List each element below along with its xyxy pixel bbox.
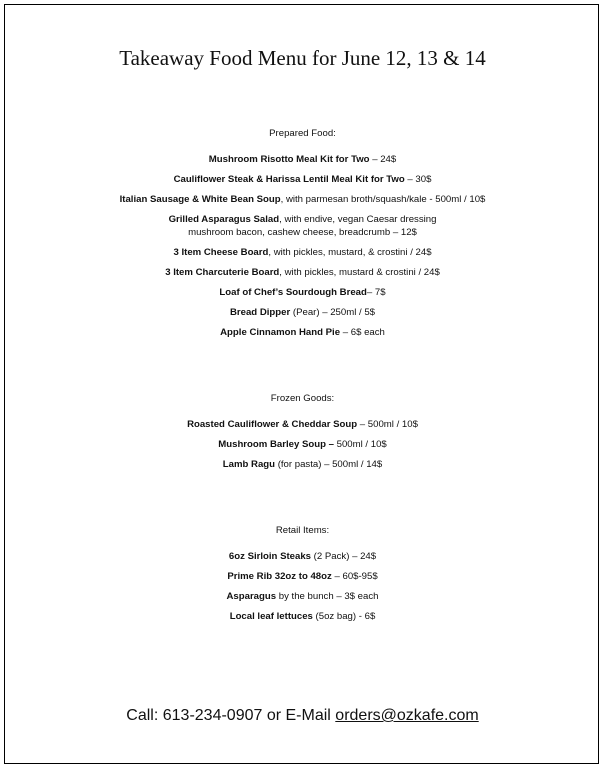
item-name: Roasted Cauliflower & Cheddar Soup — [187, 419, 358, 430]
item-details-line2: mushroom bacon, cashew cheese, breadcrumb – 12$ — [188, 227, 417, 238]
item-details: – 30$ — [404, 174, 432, 185]
item-name: Local leaf lettuces — [229, 611, 313, 622]
item-details: – 60$-95$ — [331, 571, 378, 582]
item-details: (5oz bag) - 6$ — [312, 611, 376, 622]
menu-item — [0, 550, 605, 563]
frozen-goods-section — [0, 390, 605, 478]
item-name: Mushroom Barley Soup – — [218, 439, 334, 450]
item-name: Lamb Ragu — [222, 459, 276, 470]
item-name: Apple Cinnamon Hand Pie — [220, 327, 341, 338]
item-details: – 6$ each — [340, 327, 385, 338]
menu-item — [0, 438, 605, 451]
menu-item — [0, 286, 605, 299]
item-name: Prime Rib 32oz to 48oz — [227, 571, 332, 582]
menu-item — [0, 193, 605, 206]
item-details: – 7$ — [366, 287, 386, 298]
contact-phone-text: Call: 613-234-0907 or E-Mail — [126, 707, 336, 724]
menu-item — [0, 246, 605, 259]
menu-item — [0, 610, 605, 623]
menu-item — [0, 570, 605, 583]
item-details: 500ml / 10$ — [333, 439, 387, 450]
item-details: (2 Pack) – 24$ — [311, 551, 377, 562]
frozen-goods-heading: Frozen Goods: — [270, 393, 335, 404]
item-details: (Pear) – 250ml / 5$ — [290, 307, 376, 318]
menu-item — [0, 590, 605, 603]
contact-footer — [0, 707, 605, 725]
item-name: Loaf of Chef’s Sourdough Bread — [219, 287, 367, 298]
item-name: Grilled Asparagus Salad — [168, 214, 280, 225]
item-details: by the bunch – 3$ each — [276, 591, 379, 602]
item-name: Bread Dipper — [229, 307, 291, 318]
item-details: , with pickles, mustard, & crostini / 24$ — [268, 247, 432, 258]
menu-item — [0, 458, 605, 471]
item-details: (for pasta) – 500ml / 14$ — [275, 459, 383, 470]
item-details: , with pickles, mustard & crostini / 24$ — [279, 267, 440, 278]
item-name: 3 Item Charcuterie Board — [165, 267, 280, 278]
menu-item — [0, 173, 605, 186]
prepared-food-section — [0, 125, 605, 346]
item-name: Asparagus — [226, 591, 277, 602]
item-name: Mushroom Risotto Meal Kit for Two — [208, 154, 370, 165]
item-details: , with parmesan broth/squash/kale - 500ml / 10$ — [280, 194, 486, 205]
item-name: Italian Sausage & White Bean Soup — [119, 194, 281, 205]
retail-items-section — [0, 522, 605, 630]
menu-item — [0, 418, 605, 431]
page-border — [4, 4, 599, 764]
menu-item — [0, 266, 605, 279]
prepared-food-heading: Prepared Food: — [269, 128, 336, 139]
menu-item — [0, 326, 605, 339]
item-name: 3 Item Cheese Board — [173, 247, 269, 258]
menu-item — [0, 153, 605, 166]
menu-title: Takeaway Food Menu for June 12, 13 & 14 — [119, 46, 486, 70]
retail-items-heading: Retail Items: — [275, 525, 330, 536]
item-details: – 24$ — [369, 154, 397, 165]
menu-item — [0, 213, 605, 239]
email-link[interactable]: orders@ozkafe.com — [335, 707, 479, 724]
item-name: 6oz Sirloin Steaks — [228, 551, 312, 562]
item-details: , with endive, vegan Caesar dressing — [279, 214, 437, 225]
menu-item — [0, 306, 605, 319]
item-details: – 500ml / 10$ — [357, 419, 418, 430]
item-name: Cauliflower Steak & Harissa Lentil Meal Kit for Two — [173, 174, 405, 185]
